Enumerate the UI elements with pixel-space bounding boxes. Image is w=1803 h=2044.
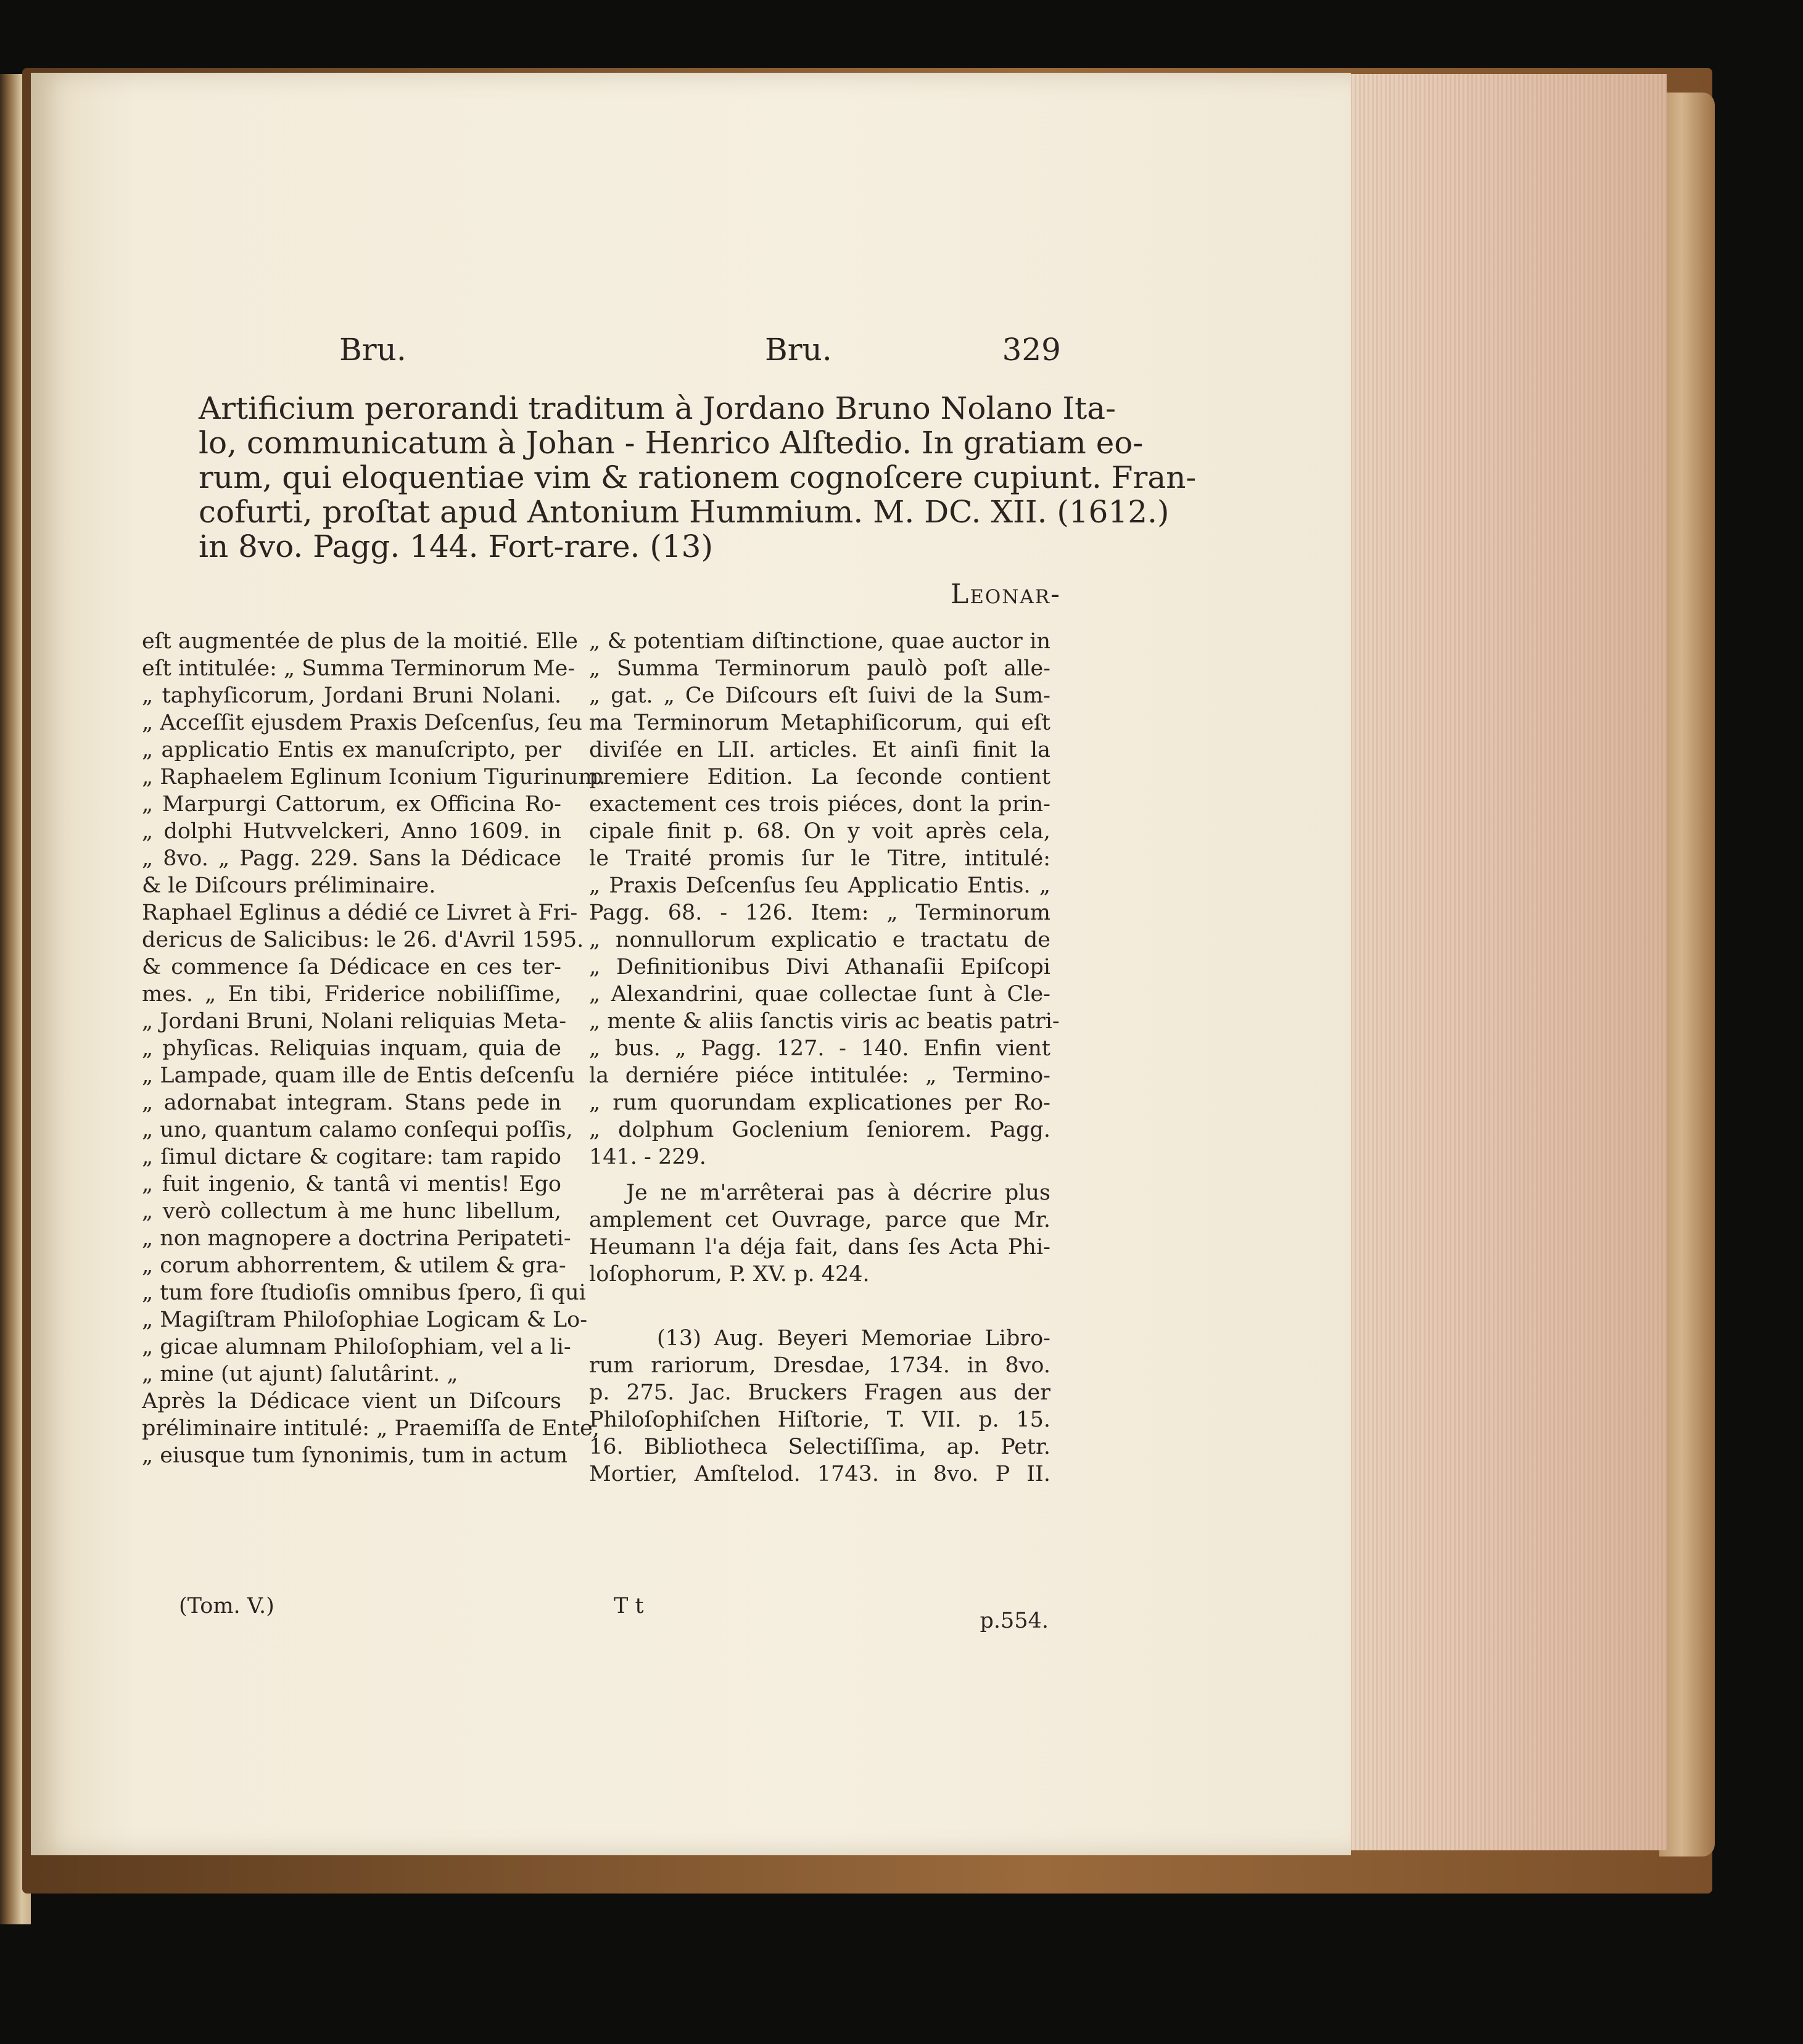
text-line: Je ne m'arrêterai pas à décrire plus	[626, 1181, 1050, 1205]
page-block-edges	[1345, 74, 1667, 1850]
text-line: „ dolphum Goclenium ſeniorem. Pagg.	[589, 1118, 1050, 1142]
page-catchword: p.554.	[980, 1609, 1049, 1633]
text-line: „ adornabat integram. Stans pede in	[142, 1090, 561, 1115]
text-line: Après la Dédicace vient un Diſcours	[142, 1389, 561, 1414]
text-line: Heumann l'a déja fait, dans ſes Acta Phi-	[589, 1235, 1050, 1259]
volume-mark: (Tom. V.)	[179, 1594, 274, 1618]
text-line: & commence ſa Dédicace en ces ter-	[142, 955, 561, 979]
text-line: „ Lampade, quam ille de Entis deſcenſu	[142, 1063, 575, 1088]
text-line: „ Marpurgi Cattorum, ex Officina Ro-	[142, 792, 561, 817]
footnote-line: rum rariorum, Dresdae, 1734. in 8vo.	[589, 1353, 1050, 1378]
text-line: „ gicae alumnam Philoſophiam, vel a li-	[142, 1335, 571, 1359]
signature-mark: T t	[614, 1594, 644, 1618]
book-cover-edge	[1659, 93, 1715, 1856]
text-line: „ verò collectum à me hunc libellum,	[142, 1199, 561, 1224]
text-line: „ Definitionibus Divi Athanaſii Epiſcopi	[589, 955, 1050, 979]
text-line: „ mente & aliis ſanctis viris ac beatis patri-	[589, 1009, 1060, 1034]
text-line: „ mine (ut ajunt) ſalutârint. „	[142, 1362, 458, 1387]
text-line: „ gat. „ Ce Diſcours eſt ſuivi de la Sum-	[589, 683, 1050, 708]
text-line: 141. - 229.	[589, 1145, 706, 1169]
text-line: „ Praxis Deſcenſus ſeu Applicatio Entis. „	[589, 873, 1050, 898]
header-left: Bru.	[339, 332, 406, 368]
text-line: eſt intitulée: „ Summa Terminorum Me-	[142, 656, 576, 681]
text-line: ma Terminorum Metaphiſicorum, qui eſt	[589, 711, 1050, 735]
text-line: la derniére piéce intitulée: „ Termino-	[589, 1063, 1050, 1088]
text-line: „ eiusque tum ſynonimis, tum in actum	[142, 1443, 568, 1468]
header-center: Bru.	[765, 332, 832, 368]
text-line: „ & potentiam diſtinctione, quae auctor in	[589, 629, 1050, 654]
footnote-line: 16. Bibliotheca Selectiſſima, ap. Petr.	[589, 1435, 1050, 1459]
text-line: „ Jordani Bruni, Nolani reliquias Meta-	[142, 1009, 567, 1034]
text-line: „ uno, quantum calamo conſequi poſſis,	[142, 1118, 573, 1142]
title-catchword: Leonar-	[951, 579, 1061, 610]
text-line: loſophorum, P. XV. p. 424.	[589, 1262, 870, 1287]
footnote-line: Philoſophiſchen Hiſtorie, T. VII. p. 15.	[589, 1407, 1050, 1432]
text-line: „ rum quorundam explicationes per Ro-	[589, 1090, 1050, 1115]
text-line: „ Summa Terminorum paulò poſt alle-	[589, 656, 1050, 681]
text-line: „ Alexandrini, quae collectae ſunt à Cle-	[589, 982, 1050, 1007]
text-line: Pagg. 68. - 126. Item: „ Terminorum	[589, 900, 1050, 925]
text-line: dericus de Salicibus: le 26. d'Avril 1595.	[142, 928, 584, 952]
text-line: „ applicatio Entis ex manuſcripto, per	[142, 738, 561, 762]
text-line: le Traité promis ſur le Titre, intitulé:	[589, 846, 1050, 871]
text-line: amplement cet Ouvrage, parce que Mr.	[589, 1208, 1050, 1232]
text-line: „ ſimul dictare & cogitare: tam rapido	[142, 1145, 561, 1169]
text-line: „ non magnopere a doctrina Peripateti-	[142, 1226, 571, 1251]
running-header	[339, 332, 1061, 375]
text-line: „ Raphaelem Eglinum Iconium Tigurinum.	[142, 765, 606, 789]
text-line: „ dolphi Hutvvelckeri, Anno 1609. in	[142, 819, 561, 844]
text-line: „ bus. „ Pagg. 127. - 140. Enfin vient	[589, 1036, 1050, 1061]
left-column	[142, 628, 606, 1469]
text-line: premiere Edition. La ſeconde contient	[589, 765, 1050, 789]
text-line: „ Magiſtram Philoſophiae Logicam & Lo-	[142, 1308, 588, 1332]
book-page	[31, 73, 1351, 1855]
text-line: „ nonnullorum explicatio e tractatu de	[589, 928, 1050, 952]
text-line: „ phyſicas. Reliquias inquam, quia de	[142, 1036, 561, 1061]
text-line: „ taphyſicorum, Jordani Bruni Nolani.	[142, 683, 561, 708]
footnote-line: (13) Aug. Beyeri Memoriae Libro-	[657, 1326, 1050, 1351]
book-title-entry	[199, 390, 1197, 564]
text-line: exactement ces trois piéces, dont la prin-	[589, 792, 1050, 817]
title-line: lo, communicatum à Johan - Henrico Alſtedio. In gratiam eo-	[199, 425, 1144, 461]
text-line: eſt augmentée de plus de la moitié. Elle	[142, 629, 578, 654]
text-line: „ corum abhorrentem, & utilem & gra-	[142, 1253, 566, 1278]
title-line: rum, qui eloquentiae vim & rationem cognoſcere cupiunt. Fran-	[199, 459, 1197, 495]
text-line: „ tum fore ſtudioſis omnibus ſpero, ſi qui	[142, 1280, 586, 1305]
page-number: 329	[1002, 332, 1061, 368]
text-line: cipale finit p. 68. On y voit après cela,	[589, 819, 1050, 844]
right-column	[589, 628, 1060, 1488]
text-line: „ Acceſſit ejusdem Praxis Deſcenſus, ſeu	[142, 711, 582, 735]
footnote-line: p. 275. Jac. Bruckers Fragen aus der	[589, 1380, 1050, 1405]
text-line: „ 8vo. „ Pagg. 229. Sans la Dédicace	[142, 846, 561, 871]
title-line: cofurti, proſtat apud Antonium Hummium. M. DC. XII. (1612.)	[199, 494, 1170, 530]
title-line: in 8vo. Pagg. 144. Fort-rare. (13)	[199, 529, 713, 564]
text-line: mes. „ En tibi, Friderice nobiliſſime,	[142, 982, 561, 1007]
title-line: Artificium perorandi traditum à Jordano Bruno Nolano Ita-	[199, 390, 1116, 426]
text-line: & le Diſcours préliminaire.	[142, 873, 436, 898]
text-line: préliminaire intitulé: „ Praemiſſa de Ente,	[142, 1416, 600, 1441]
footnote-line: Mortier, Amſtelod. 1743. in 8vo. P II.	[589, 1462, 1050, 1486]
text-line: „ fuit ingenio, & tantâ vi mentis! Ego	[142, 1172, 561, 1197]
text-line: diviſée en LII. articles. Et ainſi finit la	[589, 738, 1050, 762]
text-line: Raphael Eglinus a dédié ce Livret à Fri-	[142, 900, 578, 925]
